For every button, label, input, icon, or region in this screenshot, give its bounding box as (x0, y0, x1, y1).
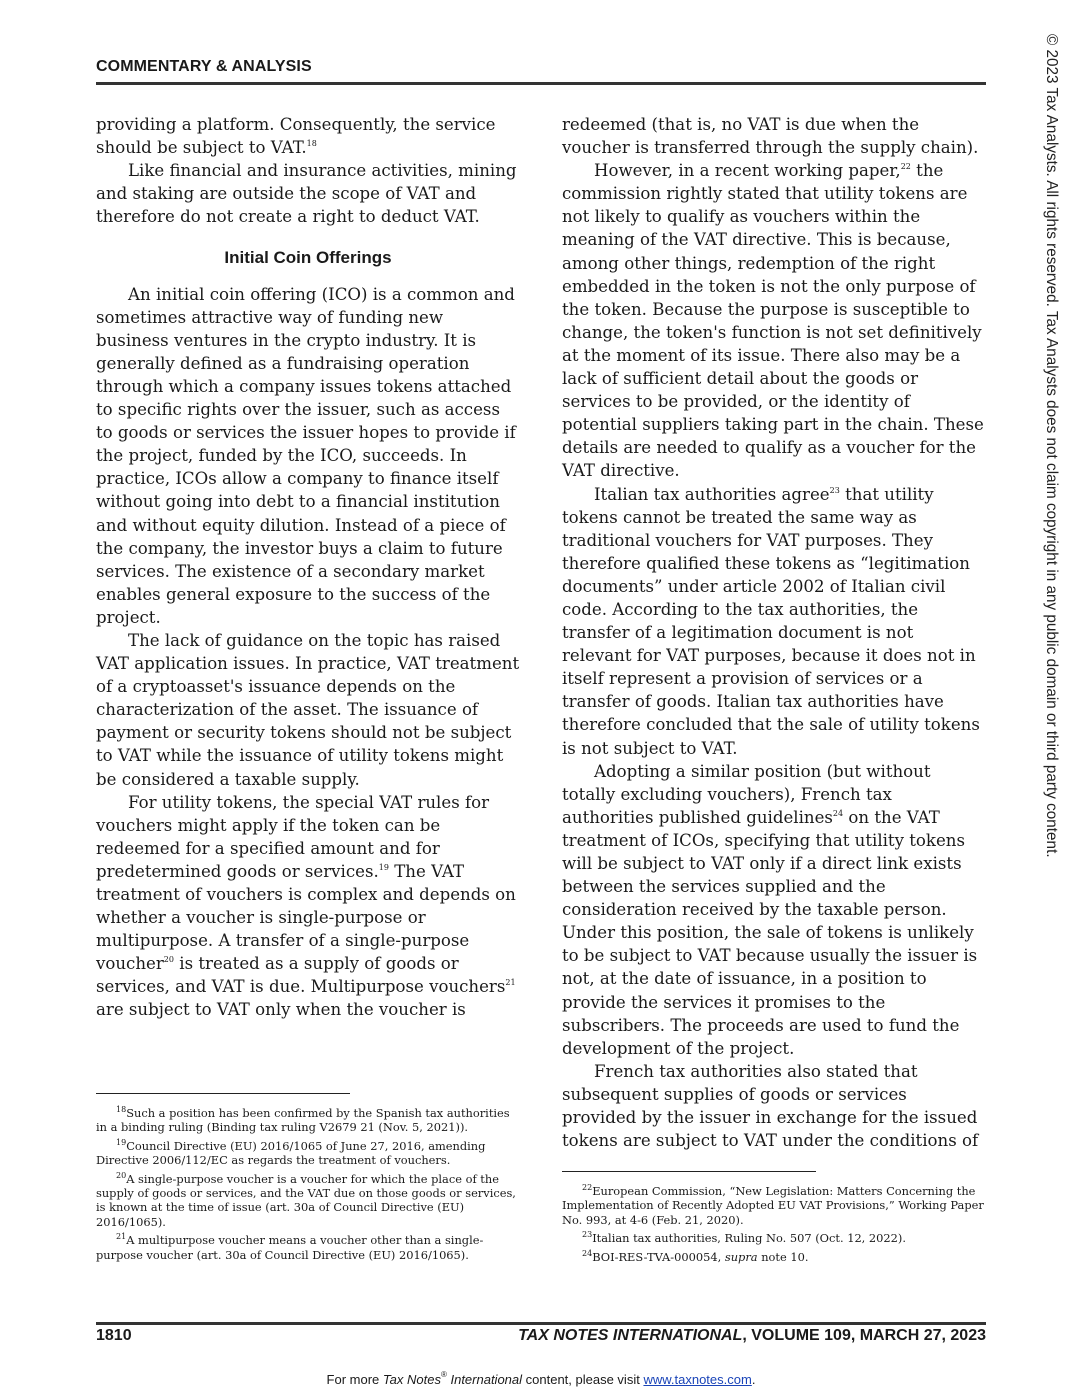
footnote-ref[interactable]: 18 (306, 139, 317, 149)
paragraph: French tax authorities also stated that subsequent supplies of goods or services provided by the issuer in exchange for the issued tokens are subject to VAT under the conditions of (562, 1061, 979, 1151)
paragraph: However, in a recent working paper,$^{22}$ the commission rightly stated that utility tokens are not likely to qualify as vouchers within the meaning of the VAT directive. This is because, among other things, redemption of the right embedded in the token is not the only purpose of the token. Because the purpose is susceptible to change, the token's function is not set definitively at the moment of its issue. There also may be a lack of sufficient detail about the goods or services to be provided, or the identity of potential suppliers taking part in the chain. These details are needed to qualify as a voucher for the VAT directive. (562, 161, 984, 481)
section-heading: Initial Coin Offerings (224, 248, 392, 268)
paragraph: Adopting a similar position (but without totally excluding vouchers), French tax authorities published guidelines$^{24}$ on the VAT treatment of ICOs, specifying that utility tokens will be subject to VAT only if a direct link exists between the services supplied and the consideration received by the taxable person. Under this position, the sale of tokens is unlikely to be subject to VAT because usually the issuer is not, at the date of issuance, in a position to provide the services it promises to the subscribers. The proceeds are used to fund the development of the project. (562, 761, 978, 1058)
footnote: $^{22}$European Commission, “New Legislation: Matters Concerning the Implementation of Recently Adopted EU VAT Provisions,” Working Paper No. 993, at 4-6 (Feb. 21, 2020). (562, 1183, 984, 1227)
footnote: $^{24}$BOI-RES-TVA-000054, supra note 10. (582, 1248, 809, 1264)
right-column (562, 113, 986, 1152)
footnote: $^{18}$Such a position has been confirmed by the Spanish tax authorities in a binding ruling (Binding tax ruling V2679 21 (Nov. 5, 2021)). (96, 1105, 510, 1135)
paragraph: For utility tokens, the special VAT rules for vouchers might apply if the token can be redeemed for a specified amount and for predetermined goods or services.$^{19}$ The VAT treatment of vouchers is complex and depends on whether a voucher is single-purpose or multipurpose. A transfer of a single-purpose voucher$^{20}$ is treated as a supply of goods or services, and VAT is due. Multipurpose vouchers$^{21}$ are subject to VAT only when the voucher is (96, 792, 516, 1020)
footnote-ref[interactable]: 24 (832, 808, 844, 818)
paragraph: providing a platform. Consequently, the service should be subject to VAT.$^{18}$ (96, 115, 496, 158)
page-number: 1810 (96, 1327, 132, 1344)
footnote: $^{20}$A single-purpose voucher is a voucher for which the place of the supply of goods or services, and the VAT due on those goods or services, is known at the time of issue (art. 30a of Council Directive (EU) 2016/1065). (96, 1170, 516, 1229)
section-label: COMMENTARY & ANALYSIS (96, 58, 312, 75)
taxnotes-link[interactable]: www.taxnotes.com (643, 1372, 752, 1387)
left-column (96, 113, 520, 1022)
footnotes-left (96, 1106, 520, 1266)
footnote-ref[interactable]: 19 (378, 862, 389, 872)
journal-citation: TAX NOTES INTERNATIONAL, VOLUME 109, MARCH 27, 2023 (518, 1327, 986, 1344)
paragraph: redeemed (that is, no VAT is due when the voucher is transferred through the supply chain). (562, 115, 979, 158)
footnote: $^{19}$Council Directive (EU) 2016/1065 of June 27, 2016, amending Directive 2006/112/EC as regards the treatment of vouchers. (96, 1137, 486, 1168)
footnote: $^{23}$Italian tax authorities, Ruling No. 507 (Oct. 12, 2022). (582, 1230, 906, 1246)
promo-line: For more Tax Notes® International content, please visit www.taxnotes.com. (326, 1370, 756, 1387)
paragraph: Italian tax authorities agree$^{23}$ that utility tokens cannot be treated the same way as traditional vouchers for VAT purposes. They therefore qualified these tokens as “legitimation documents” under article 2002 of Italian civil code. According to the tax authorities, the transfer of a legitimation document is not relevant for VAT purposes, because it does not in itself represent a provision of services or a transfer of goods. Italian tax authorities have therefore concluded that the sale of utility tokens is not subject to VAT. (562, 484, 980, 758)
footnote-rule (96, 1093, 350, 1094)
footnote-rule (562, 1171, 816, 1172)
header-rule (96, 82, 986, 85)
footnote: $^{21}$A multipurpose voucher means a voucher other than a single-purpose voucher (art. 30a of Council Directive (EU) 2016/1065). (96, 1232, 484, 1262)
footer-rule (96, 1322, 986, 1325)
copyright-notice: © 2023 Tax Analysts. All rights reserved. Tax Analysts does not claim copyright in any public domain or third party content. (1043, 34, 1060, 858)
footnote-ref[interactable]: 23 (829, 485, 840, 495)
footnote-ref[interactable]: 22 (900, 162, 911, 172)
paragraph: Like financial and insurance activities, mining and staking are outside the scope of VAT and therefore do not create a right to deduct VAT. (96, 161, 517, 227)
footnote-ref[interactable]: 21 (505, 978, 516, 988)
footnote-ref[interactable]: 20 (163, 955, 174, 965)
paragraph: An initial coin offering (ICO) is a common and sometimes attractive way of funding new business ventures in the crypto industry. It is generally defined as a fundraising operation through which a company issues tokens attached to specific rights over the issuer, such as access to goods or services the issuer hopes to provide if the project, funded by the ICO, succeeds. In practice, ICOs allow a company to finance itself without going into debt to a financial institution and without equity dilution. Instead of a piece of the company, the investor buys a claim to future services. The existence of a secondary market enables general exposure to the success of the project. (96, 284, 516, 627)
footnotes-right (562, 1184, 986, 1268)
paragraph: The lack of guidance on the topic has raised VAT application issues. In practice, VAT treatment of a cryptoasset's issuance depends on the characterization of the asset. The issuance of payment or security tokens should not be subject to VAT while the issuance of utility tokens might be considered a taxable supply. (96, 630, 520, 789)
